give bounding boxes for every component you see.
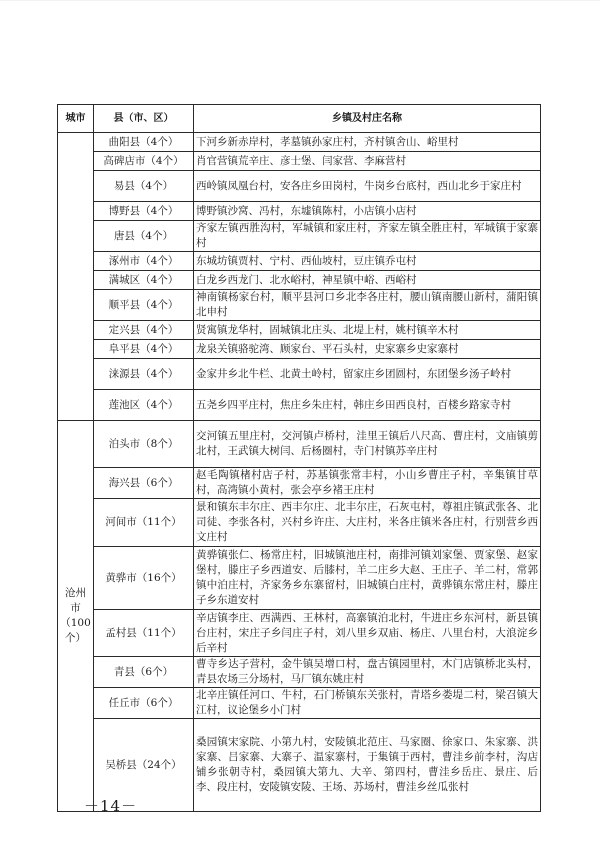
- county-cell: 顺平县（4个）: [94, 290, 194, 321]
- county-cell: 青县（6个）: [94, 657, 194, 688]
- county-cell: 曲阳县（4个）: [94, 133, 194, 152]
- towns-cell: 博野镇沙窝、冯村，东墟镇陈村，小店镇小店村: [194, 202, 541, 221]
- county-cell: 河间市（11个）: [94, 499, 194, 547]
- county-cell: 泊头市（8个）: [94, 421, 194, 468]
- table-row: [58, 271, 541, 290]
- towns-cell: 龙泉关镇骆驼湾、顾家台、平石头村，史家寨乡史家寨村: [194, 340, 541, 359]
- county-cell: 阜平县（4个）: [94, 340, 194, 359]
- header-city: 城市: [58, 105, 94, 133]
- scan-edge: [0, 0, 600, 1]
- table-row: [58, 468, 541, 499]
- towns-cell: 神南镇杨家台村，顺平县河口乡北李各庄村，腰山镇南腰山新村，蒲阳镇北申村: [194, 290, 541, 321]
- towns-cell: 齐家左镇西胜沟村，军城镇和家庄村，齐家左镇全胜庄村，军城镇于家寨村: [194, 221, 541, 252]
- county-cell: 吴桥县（24个）: [94, 719, 194, 812]
- village-table: [57, 104, 541, 812]
- county-cell: 博野县（4个）: [94, 202, 194, 221]
- header-towns: 乡镇及村庄名称: [194, 105, 541, 133]
- table-row: [58, 290, 541, 321]
- table-row: [58, 610, 541, 657]
- table-row: [58, 547, 541, 610]
- table-row: [58, 359, 541, 390]
- county-cell: 满城区（4个）: [94, 271, 194, 290]
- towns-cell: 东城坊镇贾村、宁村、西仙坡村，豆庄镇乔屯村: [194, 252, 541, 271]
- towns-cell: 贤寓镇龙华村，固城镇北庄头、北堤上村，姚村镇辛木村: [194, 321, 541, 340]
- table-header-row: [58, 105, 541, 133]
- table-row: [58, 152, 541, 171]
- towns-cell: 黄骅镇张仁、杨常庄村，旧城镇池庄村，南排河镇刘家堡、贾家堡、赵家堡村，滕庄子乡西道安、后膝村，羊二庄乡大赵、王庄子、羊二村，常郭镇中泊庄村，齐家务乡东寨留村，旧城镇白庄村，黄骅镇东常庄村，滕庄子乡东道安村: [194, 547, 541, 610]
- towns-cell: 西岭镇凤凰台村，安各庄乡田岗村，牛岗乡台底村，西山北乡于家庄村: [194, 171, 541, 202]
- towns-cell: 五尧乡四平庄村，焦庄乡朱庄村，韩庄乡田西良村，百楼乡路家寺村: [194, 390, 541, 421]
- table-row: [58, 390, 541, 421]
- county-cell: 孟村县（11个）: [94, 610, 194, 657]
- table-row: [58, 657, 541, 688]
- table-row: [58, 221, 541, 252]
- towns-cell: 辛店镇李庄、西满西、王林村，高寨镇泊北村，牛进庄乡东河村，新县镇台庄村，宋庄子乡闫庄子村，刘八里乡双庙、杨庄、八里台村，大浪淀乡后辛村: [194, 610, 541, 657]
- towns-cell: 肖官营镇荒辛庄、彦士堡、闫家营、李麻营村: [194, 152, 541, 171]
- towns-cell: 下河乡新赤岸村，孝墓镇孙家庄村，齐村镇舍山、峪里村: [194, 133, 541, 152]
- county-cell: 海兴县（6个）: [94, 468, 194, 499]
- county-cell: 黄骅市（16个）: [94, 547, 194, 610]
- towns-cell: 桑园镇宋家院、小第九村，安陵镇北范庄、马家圈、徐家口、朱家寨、洪家寨、吕家寨、大寨子、温家寨村，于集镇于西村，曹洼乡前李村，沟店铺乡张朝寺村，桑园镇大第九、大辛、第四村，曹洼乡岳庄、景庄、后李、段庄村，安陵镇安陵、王场、苏场村，曹洼乡丝瓜张村: [194, 719, 541, 812]
- table-row: [58, 202, 541, 221]
- towns-cell: 赵毛陶镇楮村店子村，苏基镇张常丰村，小山乡曹庄子村，辛集镇甘草村，高湾镇小黄村，张会亭乡褚王庄村: [194, 468, 541, 499]
- table-row: [58, 171, 541, 202]
- table-row: [58, 340, 541, 359]
- towns-cell: 景和镇东丰尔庄、西丰尔庄、北丰尔庄，石灰屯村，尊祖庄镇武张各、北司徒、李张各村，兴村乡许庄、大庄村，米各庄镇米各庄村，行别营乡西文庄村: [194, 499, 541, 547]
- towns-cell: 白龙乡西龙门、北水峪村，神星镇中峪、西峪村: [194, 271, 541, 290]
- page-number: －14－: [84, 797, 138, 815]
- county-cell: 唐县（4个）: [94, 221, 194, 252]
- county-cell: 涞源县（4个）: [94, 359, 194, 390]
- county-cell: 任丘市（6个）: [94, 688, 194, 719]
- county-cell: 莲池区（4个）: [94, 390, 194, 421]
- city-cell: [58, 133, 94, 421]
- table-body: [58, 133, 541, 812]
- table-row: [58, 421, 541, 468]
- towns-cell: 金家井乡北牛栏、北黄土岭村，留家庄乡团圆村，东团堡乡汤子岭村: [194, 359, 541, 390]
- towns-cell: 北辛庄镇任河口、牛村，石门桥镇东关张村，青塔乡娄堤二村，梁召镇大江村，议论堡乡小门村: [194, 688, 541, 719]
- header-county: 县（市、区）: [94, 105, 194, 133]
- county-cell: 高碑店市（4个）: [94, 152, 194, 171]
- city-cell: 沧州市（100个）: [58, 421, 94, 812]
- table-row: [58, 499, 541, 547]
- table-row: [58, 252, 541, 271]
- county-cell: 涿州市（4个）: [94, 252, 194, 271]
- towns-cell: 交河镇五里庄村，交河镇卢桥村，洼里王镇后八尺高、曹庄村，文庙镇剪北村，王武镇大树闫、后杨圈村，寺门村镇苏辛庄村: [194, 421, 541, 468]
- towns-cell: 曹寺乡达子营村，金牛镇吴增口村，盘古镇园里村，木门店镇桥北头村，青县农场三分场村，马厂镇东姚庄村: [194, 657, 541, 688]
- table-row: [58, 133, 541, 152]
- table-row: [58, 321, 541, 340]
- county-cell: 定兴县（4个）: [94, 321, 194, 340]
- county-cell: 易县（4个）: [94, 171, 194, 202]
- table-row: [58, 688, 541, 719]
